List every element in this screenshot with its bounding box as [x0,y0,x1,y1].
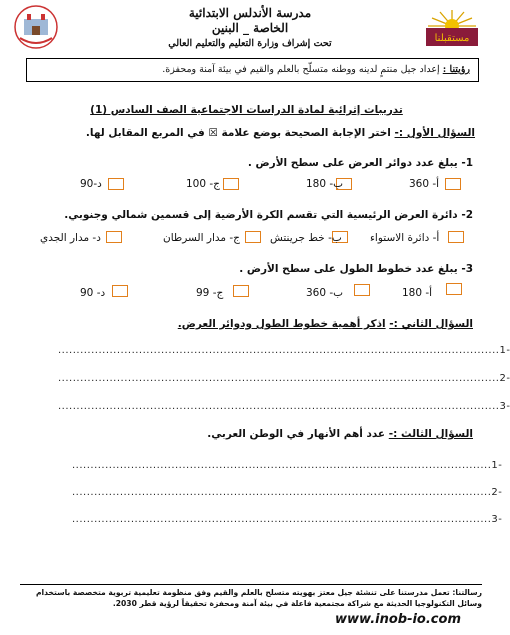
q2-heading: السؤال الثاني :- [389,318,473,330]
q1-item1-option-a: أ- 360 [409,178,440,190]
school-logo [10,4,62,50]
q1-item3-checkbox-b[interactable] [354,284,370,296]
q1-item2-option-b: ب- خط جرينتش [270,232,342,244]
school-name: مدرسة الأندلس الابتدائية [188,6,312,20]
mission-footer: رسالتنا: تعمل مدرستنا على تنشئة جيل معتز بهويته متسلح بالعلم والقيم وفق منظومة تعليمية تربوية متخصصة باستخدام وسائل التكنولوجيا الحديثة مع شراكة مجتمعية فاعلة في بيئة آمنة ومحفزة تحقيقاً لرؤية قطر 2030. [35,588,482,608]
q1-item1-option-b: ب- 180 [306,178,344,190]
exam-title [0,104,493,116]
q1-item2-option-a: أ- دائرة الاستواء [370,232,440,244]
q2-instruction: اذكر أهمية خطوط الطول ودوائر العرض. [177,318,386,330]
q2-answer-line-3[interactable]: ........................................................................................................................3- [58,401,510,412]
q1-item3-option-d: د- 90 [80,287,106,299]
q1-item3-option-b: ب- 360 [306,287,344,299]
q3-answer-line-1[interactable]: ..................................................................................................................1- [72,460,503,471]
q1-item3-checkbox-d[interactable] [112,285,128,297]
q1-item-2: 2- دائرة العرض الرئيسية التي تقسم الكرة الأرضية إلى قسمين شمالي وجنوبي. [64,209,473,221]
q1-item3-checkbox-c[interactable] [233,285,249,297]
q1-item-1: 1- يبلغ عدد دوائر العرض على سطح الأرض . [247,157,473,169]
q1-item3-option-c: ج- 99 [196,287,224,299]
q3-answer-line-2[interactable]: ..................................................................................................................2- [72,487,503,498]
exam-title-text: تدريبات إثرائية لمادة الدراسات الاجتماعية الصف السادس (1) [90,104,403,116]
q1-item3-option-a: أ- 180 [402,287,433,299]
q2-answer-line-2[interactable]: ........................................................................................................................2- [58,373,510,384]
q1-item2-checkbox-a[interactable] [448,231,464,243]
footer-divider [20,584,482,585]
q1-item2-checkbox-d[interactable] [106,231,122,243]
q2-answer-line-1[interactable]: ........................................................................................................................1- [58,345,510,356]
q1-instruction: اختر الإجابة الصحيحة بوضع علامة ☒ في المربع المقابل لها. [85,127,391,139]
ministry-line: تحت إشراف وزارة التعليم والتعليم العالي [168,38,332,49]
school-header [150,6,350,51]
q1-item1-option-c: ج- 100 [186,178,220,190]
q1-item1-checkbox-a[interactable] [445,178,461,190]
q1-item1-checkbox-d[interactable] [108,178,124,190]
q3-heading-row [207,428,473,440]
q1-item2-option-c: ج- مدار السرطان [163,232,240,244]
q1-item2-checkbox-c[interactable] [245,231,261,243]
vision-text: إعداد جيل منتمٍ لدينه ووطنه متسلّح بالعلم والقيم في بيئة آمنة ومحفزة. [162,64,440,75]
ministry-logo [422,8,482,48]
q1-item2-option-d: د- مدار الجدي [40,232,101,244]
q1-item-3: 3- يبلغ عدد خطوط الطول على سطح الأرض . [239,263,473,275]
q3-heading: السؤال الثالث :- [388,428,473,440]
q2-heading-row [178,318,473,330]
q1-item1-checkbox-c[interactable] [223,178,239,190]
q1-item3-checkbox-a[interactable] [446,283,462,295]
q1-heading: السؤال الأول :- [394,127,475,139]
q3-answer-line-3[interactable]: ..................................................................................................................3- [72,514,503,525]
website-watermark: www.inob-io.com [335,612,461,627]
school-section: الخاصة _ البنين [211,21,289,35]
svg-text:ﻣﺴﺘﻘﺒﻠﻨﺎ: ﻣﺴﺘﻘﺒﻠﻨﺎ [434,33,470,44]
vision-label: رؤيتنا : [442,64,470,75]
q1-item1-option-d: د-90 [80,178,102,190]
q3-instruction: عدد أهم الأنهار في الوطن العربي. [207,428,386,440]
q1-heading-row [86,127,475,139]
vision-box [26,58,479,82]
